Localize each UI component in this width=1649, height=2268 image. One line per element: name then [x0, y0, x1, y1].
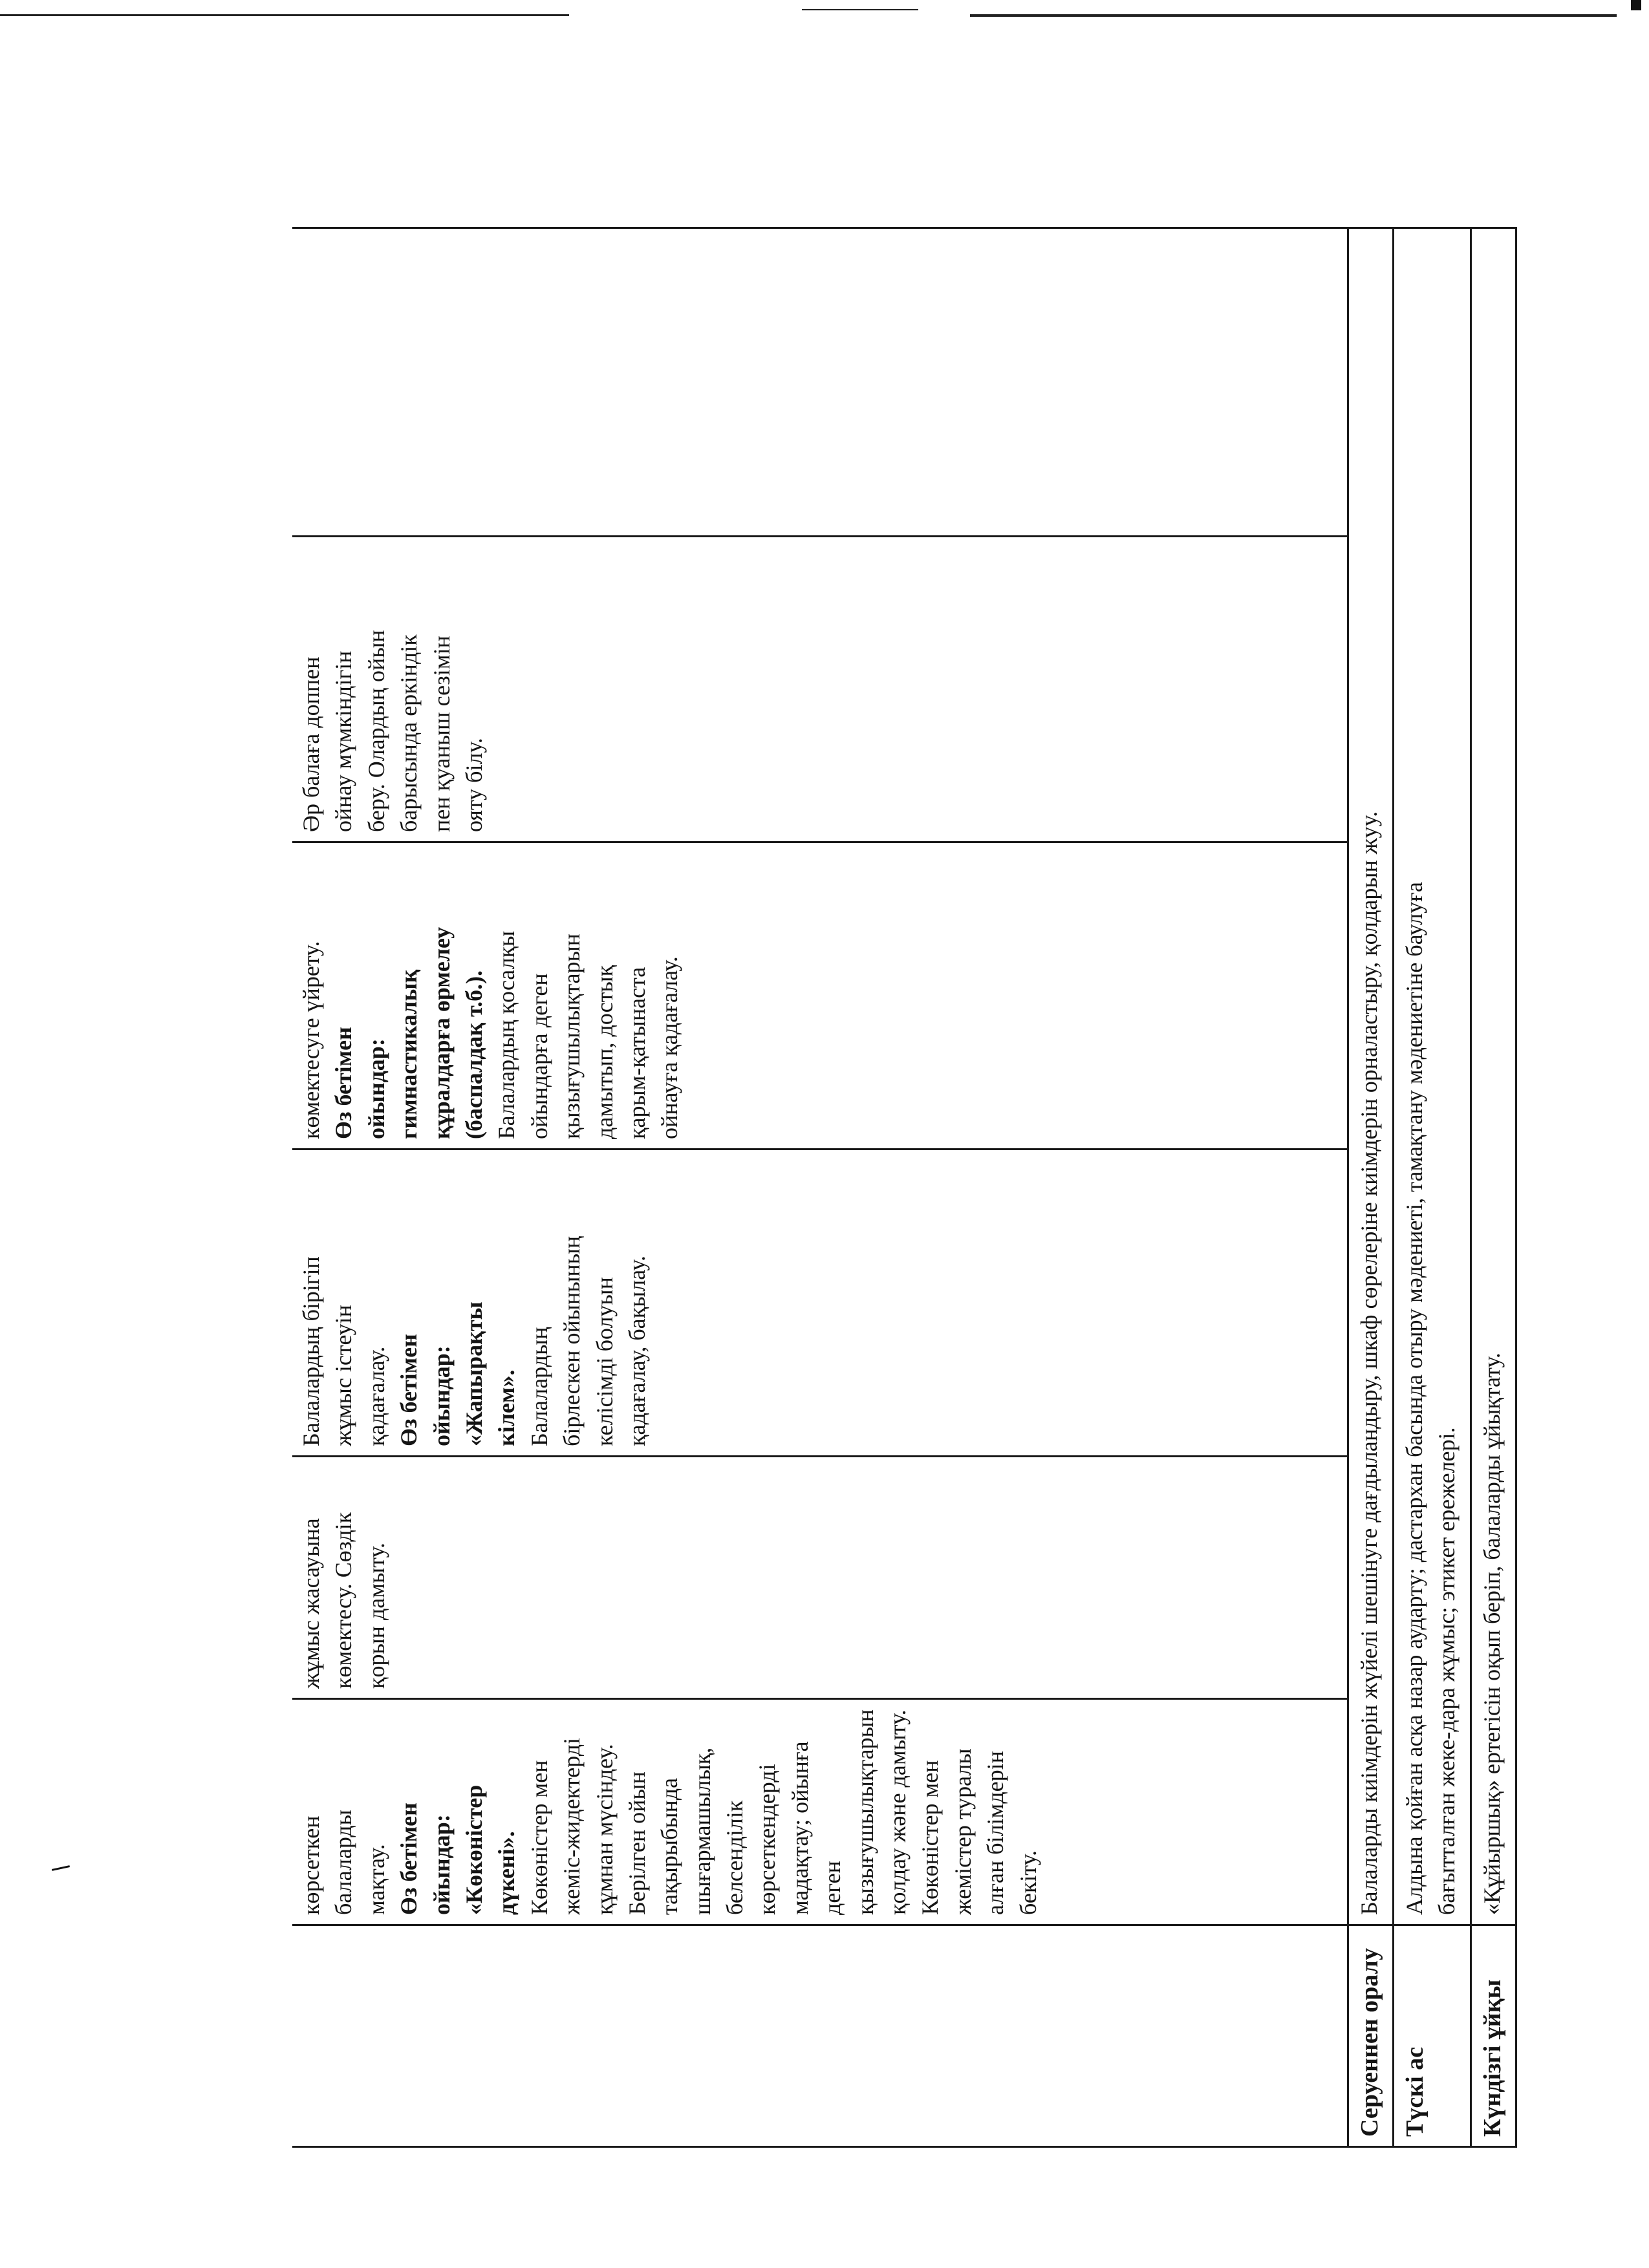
cell-line: ойындарға деген [526, 973, 552, 1139]
rotated-document [292, 229, 1506, 2148]
lunch-row [1393, 228, 1471, 2147]
cell-line: Әр балаға доппен [298, 656, 324, 832]
row-content-line: бағытталған жеке-дара жұмыс; этикет ережелері. [1433, 1427, 1460, 1915]
cell-line: Берілген ойын [623, 1771, 650, 1915]
scan-line [0, 14, 569, 16]
cell-line: ойындар: [428, 1814, 455, 1915]
cell-line: қадағалау, бақылау. [623, 1256, 650, 1446]
cell-line: (баспалдақ т.б.). [460, 970, 487, 1139]
cell-line: Көкөністер мен [526, 1760, 552, 1915]
cell-line: ойнау мүмкіндігін [330, 650, 357, 832]
row-label: Серуеннен оралу [1348, 1925, 1393, 2147]
activity-row [292, 228, 1348, 2147]
cell-line: ойындар: [428, 1345, 455, 1446]
cell-line: қорын дамыту. [363, 1543, 389, 1689]
cell-line: «Жапырақты [460, 1301, 487, 1446]
cell-line: көрсеткен балаларды [298, 1810, 357, 1915]
cell-line: жұмыс жасауына [298, 1518, 324, 1689]
cell-line: белсенділік [722, 1800, 748, 1915]
cell-line: мақтау. [363, 1844, 389, 1915]
row-label: Күндізгі ұйқы [1471, 1925, 1516, 2147]
cell-line: Балалардың [526, 1327, 552, 1446]
cell-line: бірлескен ойынының [559, 1236, 585, 1446]
scan-mark [52, 1865, 70, 1871]
activity-cell-6-empty [292, 228, 1348, 537]
cell-line: көрсеткендерді [754, 1764, 781, 1915]
cell-line: Өз бетімен [396, 1334, 422, 1446]
cell-line: қызығушылықтарын [852, 1709, 878, 1915]
cell-text [295, 1466, 393, 1689]
scan-mark [1631, 0, 1641, 10]
cell-line: тақырыбында [656, 1777, 683, 1915]
walk-return-row [1348, 228, 1393, 2147]
activity-cell-5 [292, 537, 1348, 842]
cell-line: ойындар: [363, 1038, 389, 1139]
cell-line: құмнан мүсіндеу. [591, 1744, 618, 1915]
cell-line: Өз бетімен [330, 1027, 357, 1139]
cell-line: ояту білу. [460, 738, 487, 832]
scan-line [802, 9, 918, 10]
cell-line: көмектесу. Сөздік [330, 1512, 357, 1689]
cell-line: «Көкөністер [460, 1784, 487, 1915]
cell-text [295, 1709, 1044, 1915]
row-label: Түскі ас [1393, 1925, 1471, 2147]
cell-line: пен қуаныш сезімін [428, 636, 455, 832]
cell-line: беру. Олардың ойын [363, 630, 389, 832]
cell-line: Балалардың қосалқы [493, 930, 520, 1139]
cell-line: жемістер туралы [949, 1748, 976, 1915]
cell-text [295, 1159, 653, 1446]
cell-line: Өз бетімен [396, 1803, 422, 1915]
cell-line: көмектесуге үйрету. [298, 941, 324, 1139]
cell-line: дүкені». [493, 1831, 520, 1915]
activity-cell-3 [292, 1150, 1348, 1457]
cell-line: Көкөністер мен [917, 1760, 943, 1915]
cell-line: жеміс-жидектерді [559, 1737, 585, 1915]
nap-row [1471, 228, 1516, 2147]
cell-line: бекіту. [1015, 1850, 1041, 1915]
cell-line: Балалардың бірігіп [298, 1256, 324, 1446]
activity-cell-4 [292, 842, 1348, 1150]
activity-cell-1 [292, 1699, 1348, 1925]
cell-line: құралдарға өрмелеу [428, 926, 455, 1139]
cell-line: дамытып, достық [591, 965, 618, 1139]
row-content: «Құйыршық» ертегісін оқып беріп, балаларды ұйықтату. [1471, 228, 1516, 1925]
cell-line: гимнастикалық [396, 969, 422, 1139]
scan-line [970, 14, 1617, 17]
cell-line: қызығушылықтарын [559, 933, 585, 1139]
cell-line: қадағалау. [363, 1346, 389, 1446]
cell-line: жұмыс істеуін [330, 1305, 357, 1446]
cell-line: қолдау және дамыту. [885, 1709, 911, 1915]
cell-line: шығармашылық, [689, 1747, 715, 1915]
cell-line: деген [819, 1861, 846, 1915]
cell-line: алған білімдерін [982, 1751, 1009, 1915]
daily-plan-table [292, 227, 1517, 2148]
cell-line: кілем». [493, 1369, 520, 1446]
cell-line: барысында еркіндік [396, 634, 422, 832]
row-content [1393, 228, 1471, 1925]
cell-text [295, 546, 490, 832]
cell-text [295, 852, 686, 1139]
cell-line: қарым-қатынаста [623, 967, 650, 1139]
row-label-cell-empty [292, 1925, 1348, 2147]
activity-cell-2 [292, 1457, 1348, 1699]
row-content-line: Алдына қойған асқа назар аудартy; дастархан басында отыру мәдениеті, тамақтану мәдениетіне баулуға [1401, 882, 1427, 1915]
cell-line: мадақтау; ойынға [786, 1741, 813, 1915]
cell-line: келісімді болуын [591, 1277, 618, 1446]
row-content: Балаларды киімдерін жүйелі шешінуге дағдыландыру, шкаф сөрелеріне киімдерін орналастыру, қолдарын жуу. [1348, 228, 1393, 1925]
cell-line: ойнауға қадағалау. [656, 956, 683, 1139]
